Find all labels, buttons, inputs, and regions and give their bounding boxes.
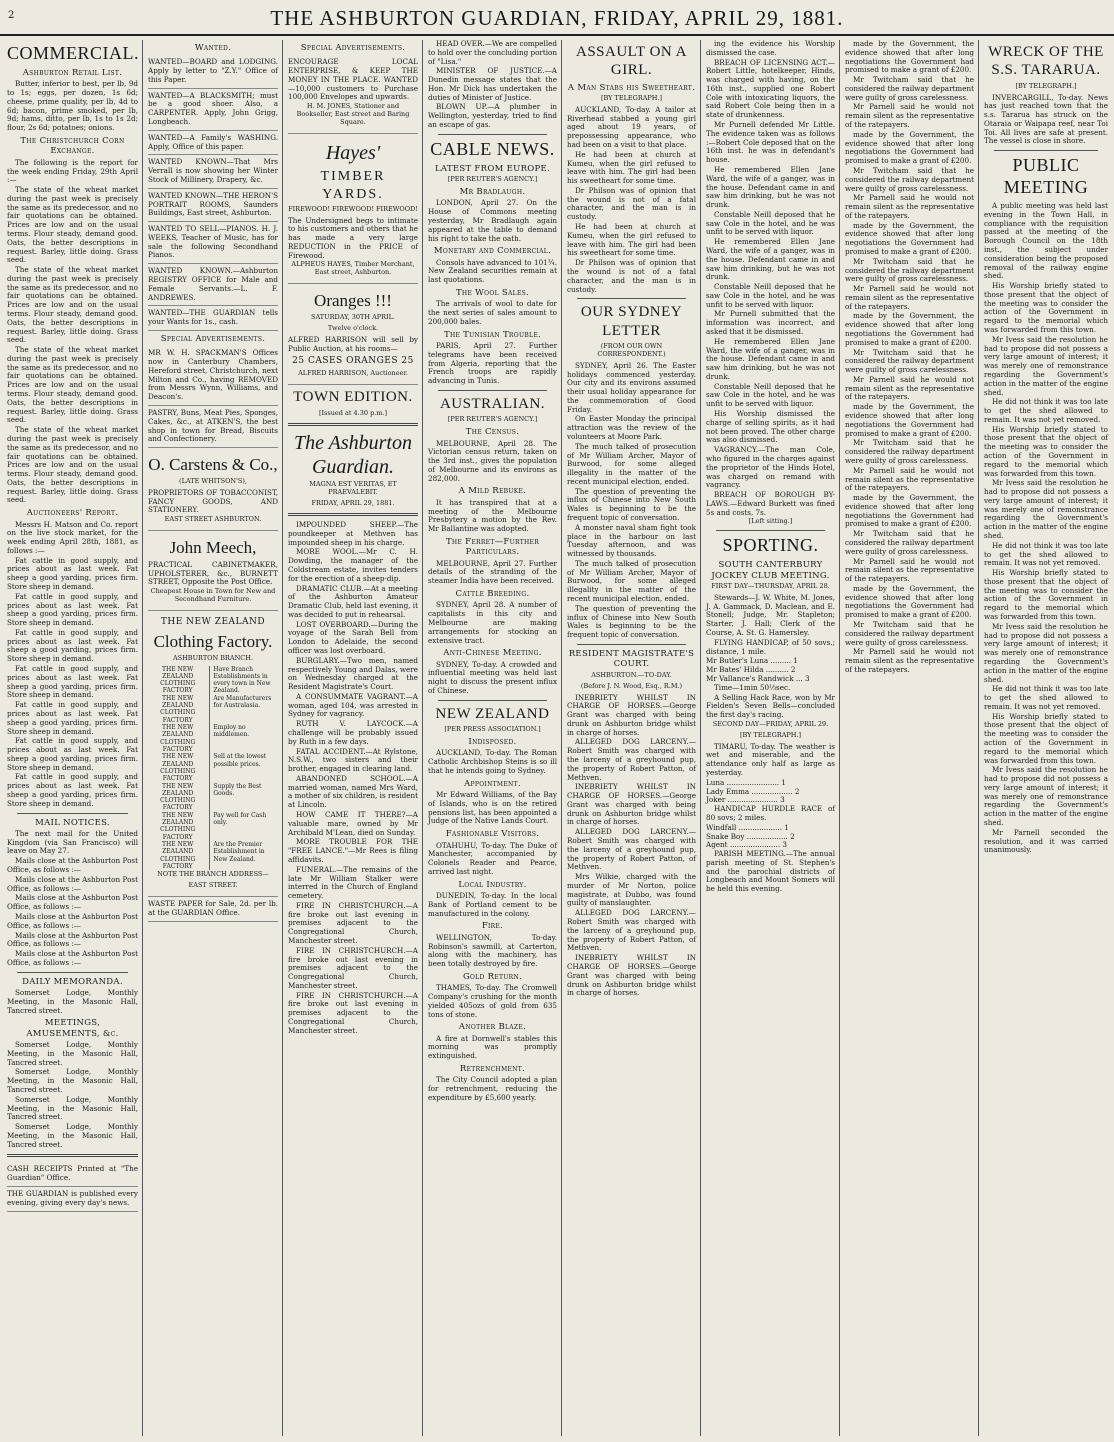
article-paragraph: Mr Parnell said he would not remain silent as the representative of the ratepayers. [845,465,974,493]
article-paragraph: Mr Twitcham said that he considered the railway department were guilty of gross carelessness. [845,620,974,647]
credit: [BY TELEGRAPH.] [1015,81,1077,90]
credit: [BY TELEGRAPH.] [739,730,802,739]
page-number: 2 [8,10,15,21]
column-court-sporting [703,40,838,1436]
article-paragraph: Mails close at the Ashburton Post Office, as follows :— [7,893,138,912]
article-paragraph: Mr Ivess said the resolution he had to propose did not possess a very large amount of interest; it was merely one of remonstrance regarding the Government's action in the matter of the engine shed. [984,478,1108,541]
advertisement-hayes: Hayes' TIMBER YARDS. FIREWOOD! FIREWOOD! FIREWOOD! The Undersigned begs to intimate to his customers and others that he has made a very large REDUCTION in the PRICE of Firewood. ALPHEUS HAYES, Timber Merchant, East street, Ashburton. [288,134,418,284]
article-paragraph: HOW CAME IT THERE?—A valuable mare, owned by Mr Archibald M'Lean, died on Sunday. [288,810,418,837]
article-paragraph: The arrivals of wool to date for the next series of sales amount to 200,000 bales. [428,299,557,326]
article-paragraph: His Worship dismissed the charge of selling spirits, as it had not been proved. The other charge was also dismissed. [706,409,835,445]
advertisement: CASH RECEIPTS Printed at "The Guardian" Office. [7,1162,138,1187]
article-paragraph: Fat cattle in good supply, and prices about as last week. Fat sheep a good yarding, prices firm. Store sheep in demand. [7,555,138,592]
divider [438,390,547,391]
race-result: Luna ....................... 1 [706,777,787,787]
article-paragraph: A Selling Hack Race, won by Mr Fielden's Seven Bells—concluded the first day's racing. [706,692,835,720]
issue-time: [Issued at 4.30 p.m.] [318,408,388,417]
section-heading: CABLE NEWS. [430,138,555,159]
subheading: Anti-Chinese Meeting. [443,648,542,659]
article-paragraph: Mr Edward Williams, of the Bay of Islands, who is on the retired pensions list, has been appointed a Judge of the Native Lands Court. [428,790,557,826]
article-paragraph: ABANDONED SCHOOL.—A married woman, named Mrs Ward, a mother of six children, is resident at Lincoln. [288,773,418,810]
race-result: Mr Bates' Hilda .......... 2 [706,665,796,675]
advertisement: ENCOURAGE LOCAL ENTERPRISE, & KEEP THE MONEY IN THE PLACE. WANTED—10,000 customers to Purchase 100,000 Envelopes and upwards. H. M. JONES, Stationer and Bookseller, East street and Baring Square. [288,55,418,134]
article-paragraph: Dr Philson was of opinion that the wound is not of a fatal character, and the man is in custody. [567,185,696,222]
advertisement-meech: John Meech, PRACTICAL CABINETMAKER, UPHOLSTERER, &c., BURNETT STREET, Opposite the Post Office. Cheapest House in Town for New and Secondhand Furniture. [148,531,278,611]
subheading: The Ferret—Further Particulars. [445,536,540,558]
newspaper-nameplate: The Ashburton Guardian. [294,431,412,478]
article-paragraph: Fat cattle in good supply, and prices about as last week. Fat sheep a good yarding, prices firm. Store sheep in demand. [7,591,138,628]
article-paragraph: AUCKLAND, To-day. A tailor at Riverhead stabbed a young girl aged about 19 years, of prepossessing appearance, who had been on a visit to that place. [567,104,696,149]
article-paragraph: A fire at Dornwell's stables this morning was promptly extinguished. [428,1033,557,1061]
article-paragraph: INVERCARGILL, To-day. News has just reached town that the s.s. Tararua has struck on the Otaraia or Waipapa reef, near Toi Toi. All lives are safe at present. The vessel is close in shore. [984,92,1108,146]
subheading: The Tunisian Trouble. [443,329,542,340]
article-paragraph: PARISH MEETING.—The annual parish meeting of St. Stephen's and the parochial districts of Longbeach and Mount Somers will be held this evening. [706,849,835,894]
advertisement-clothing-factory: THE NEW ZEALAND Clothing Factory. ASHBURTON BRANCH. THE NEW ZEALAND CLOTHING FACTORY Have Branch Establishments in every town in New Zealand. THE NEW ZEALAND CLOTHING FACTORY Are Manufacturers for Australasia. THE NEW ZEALAND CLOTHING FACTORY Employ no middlemen. THE NEW ZEALAND CLOTHING FACTORY Sell at the lowest possible prices. THE NEW ZEALAND CLOTHING FACTORY Supply the Best Goods. THE NEW ZEALAND CLOTHING FACTORY Pay well for Cash only. THE NEW ZEALAND CLOTHING FACTORY Are the Premier Establishment in New Zealand. NOTE THE BRANCH ADDRESS— EAST STREET. [148,611,278,897]
subheading: RESIDENT MAGISTRATE'S COURT. [568,648,695,670]
note: [Left sitting.] [748,517,793,526]
subheading: Gold Return. [462,971,523,982]
credit: [PER PRESS ASSOCIATION.] [444,725,541,734]
article-paragraph: Somerset Lodge, Monthly Meeting, in the Masonic Hall, Tancred street. [7,1040,138,1067]
article-paragraph: MINISTER OF JUSTICE.—A Dunedin message states that the Hon. Mr Dick has undertaken the duties of Minister of Justice. [428,66,557,102]
article-paragraph: He did not think it was too late to get the shed allowed to remain. It was not yet removed. [984,397,1108,424]
article-paragraph: ALLEGED DOG LARCENY.—Robert Smith was charged with the larceny of a greyhound pup, the property of Robert Patton, of Methven. [567,908,696,953]
column-rule [839,40,840,1436]
advertisement-oranges: Oranges !!! SATURDAY, 30TH APRIL. Twelve o'clock. ALFRED HARRISON will sell by Public Auction, at his rooms— 25 CASES ORANGES 25 ALFRED HARRISON, Auctioneer. [288,284,418,385]
article-paragraph: Mr Parnell said he would not remain silent as the representative of the ratepayers. [845,647,974,674]
article-paragraph: DRAMATIC CLUB.—At a meeting of the Ashburton Amateur Dramatic Club, held last evening, it was decided to put in rehearsal. [288,583,418,619]
article-paragraph: HEAD OVER.—We are compelled to hold over the concluding portion of "Lisa." [428,40,557,66]
divider [288,513,418,516]
column-commercial [4,40,141,1436]
article-paragraph: Mr Parnell said he would not remain silent as the representative of the ratepayers. [845,102,974,130]
article-paragraph: Mr Purnell defended Mr Little. The evidence taken was as follows :—Robert Cole deposed that on the 16th inst. he was in defendant's house. [706,120,835,165]
article-paragraph: Mr Twitcham said that he considered the railway department were guilty of gross carelessness. [845,256,974,284]
article-paragraph: Mr Purnell submitted that the information was incorrect, and asked that it be dismissed. [706,309,835,336]
article-paragraph: The next mail for the United Kingdom (via San Francisco) will leave on May 27. [7,828,138,856]
column-rule [282,40,283,1436]
article-paragraph: INEBRIETY WHILST IN CHARGE OF HORSES.—George Grant was charged with being drunk on Ashburton bridge whilst in charge of horses. [567,692,696,737]
newspaper-title: THE ASHBURTON GUARDIAN, FRIDAY, APRIL 29, 1881. [270,6,844,30]
article-paragraph: FUNERAL.—The remains of the late Mr William Stalker were interred in the Church of England cemetery. [288,864,418,901]
article-paragraph: BREACH OF BOROUGH BY-LAWS.—Edward Burkett was fined 5s and costs, 7s. [706,490,835,517]
article-paragraph: A public meeting was held last evening in the Town Hall, in compliance with the requisition passed at the meeting of the Borough Council on the 18th inst., the subject under consideration being the proposed removal of the railway engine shed. [984,201,1108,281]
article-paragraph: Mails close at the Ashburton Post Office, as follows :— [7,949,138,967]
credit: [PER REUTER'S AGENCY.] [447,175,538,184]
article-paragraph: made by the Government, the evidence showed that after long negotiations the Government had promised to make a grant of £200. [845,129,974,166]
article-paragraph: made by the Government, the evidence showed that after long negotiations the Government had promised to make a grant of £200. [845,583,974,620]
subheading: Ashburton Retail List. [22,67,123,78]
article-paragraph: Constable Neill deposed that he saw Cole in the hotel, and he was unfit to be served with liquor. [706,381,835,409]
article-paragraph: The state of the wheat market during the past week is precisely the same as its predecessor, and no fair quotations can be obtained. Prices are low and on the usual terms. Flour steady, demand good. Oats, the better descriptions in request. Barley, little doing. Grass seed. [7,265,138,345]
article-paragraph: FIRE IN CHRISTCHURCH.—A fire broke out last evening in premises adjacent to the Congregational Church, Manchester street. [288,945,418,990]
divider [288,423,418,426]
advertisement: WANTED—THE GUARDIAN tells your Wants for 1s., cash. [148,306,278,331]
race-result: Joker ...................... 3 [706,795,785,805]
article-paragraph: He had been at church at Kumeu, when the girl refused to leave with him. The girl had been his sweetheart for some time. [567,149,696,186]
article-paragraph: VAGRANCY.—The man Cole, who figured in the charges against the proprietor of the Hinds Hotel, was charged on remand with vagrancy. [706,445,835,490]
article-paragraph: Dr Philson was of opinion that the wound is not of a fatal character, and the man is in custody. [567,258,696,294]
article-paragraph: FLYING HANDICAP, of 50 sovs.; distance, 1 mile. [706,637,835,656]
subheading: The Census. [465,427,520,438]
advertisement: MR W. H. SPACKMAN'S Offices now in Canterbury Chambers, Hereford street, Christchurch, next Milton and Co., having REMOVED from Messrs Wynn, Williams, and Deacon's. [148,346,278,406]
article-paragraph: Fat cattle in good supply, and prices about as last week. Fat sheep a good yarding, prices firm. Store sheep in demand. [7,736,138,772]
subheading: A Man Stabs his Sweetheart. [567,82,696,93]
article-paragraph: INEBRIETY WHILST IN CHARGE OF HORSES.—George Grant was charged with being drunk on Ashburton bridge whilst in charge of horses. [567,782,696,827]
article-paragraph: LOST OVERBOARD.—During the voyage of the Sarah Bell from London to Adelaide, the second officer was lost overboard. [288,619,418,655]
article-paragraph: SYDNEY, April 28. A number of capitalists in this city and Melbourne are making arrangements for stocking an extensive tract. [428,600,557,645]
advertisement-carstens: O. Carstens & Co., (LATE WHITSON'S), PROPRIETORS OF TOBACCONIST, FANCY GOODS, AND STATIONERY. EAST STREET ASHBURTON. [148,448,278,531]
article-paragraph: Mr Parnell said he would not remain silent as the representative of the ratepayers. [845,193,974,220]
race-result: Agent ...................... 3 [706,840,787,850]
article-paragraph: Mails close at the Ashburton Post Office, as follows :— [7,856,138,875]
article-paragraph: He remembered Ellen Jane Ward, the wife of a ganger, was in the house. Defendant came in and saw him drinking, but he was not drunk. [706,164,835,210]
advertisement: WANTED—BOARD and LODGING. Apply by letter to "Z.Y." Office of this Paper. [148,55,278,88]
article-paragraph: Time—1min 50⅓sec. [714,682,791,692]
article-paragraph: Constable Neill deposed that he saw Cole in the hotel, and he was unfit to be served with liquor. [706,282,835,309]
article-paragraph: HANDICAP HURDLE RACE of 80 sovs; 2 miles. [706,804,835,822]
subheading: DAILY MEMORANDA. [22,976,123,987]
article-paragraph: Mr Ivess said the resolution he had to propose did not possess a very large amount of interest; it was merely one of remonstrance regarding the Government's action in the matter of the engine shed. [984,334,1108,397]
dateline: FIRST DAY—THURSDAY, APRIL 28. [711,582,830,590]
credit: (FROM OUR OWN CORRESPONDENT.) [597,341,666,358]
advertisement: WASTE PAPER for Sale, 2d. per lb. at the GUARDIAN Office. [148,897,278,922]
article-paragraph: Mr Twitcham said that he considered the railway department were guilty of gross carelessness. [845,165,974,193]
article-paragraph: A monster naval sham fight took place in the harbour on last Tuesday afternoon, and was witnessed by thousands. [567,522,696,559]
credit: [BY TELEGRAPH.] [600,93,663,102]
advertisement: WANTED KNOWN—That Mrs Verrall is now showing her Winter Stock of Millinery, Drapery, &c. [148,155,278,188]
article-paragraph: ALLEGED DOG LARCENY.—Robert Smith was charged with the larceny of a greyhound pup, the property of Robert Patton, of Methven. [567,737,696,782]
article-paragraph: Mails close at the Ashburton Post Office, as follows :— [7,930,138,949]
article-paragraph: OTAHUHU, To-day. The Duke of Manchester, accompanied by Colonels Reader and Pearce, arrived last night. [428,840,557,876]
article-paragraph: SYDNEY, To-day. A crowded and influential meeting was held last night to discuss the present influx of Chinese. [428,659,557,695]
article-paragraph: Mr Parnell seconded the resolution, and it was carried unanimously. [984,827,1108,855]
article-paragraph: He remembered Ellen Jane Ward, the wife of a ganger, was in the house. Defendant came in and saw him drinking, but he was not drunk. [706,336,835,381]
credit: (Before J. N. Wood, Esq., R.M.) [580,681,683,690]
article-paragraph: The following is the report for the week ending Friday, 29th April :— [7,157,138,185]
advertisement: WANTED TO SELL—PIANOS. H. J. WEEKS, Teacher of Music, has for sale the following Secondhand Pianos. [148,222,278,264]
column-rule [422,40,423,1436]
article-paragraph: The state of the wheat market during the past week is precisely the same as its predecessor, and no fair quotations can be obtained. Prices are low and on the usual terms. Flour steady, demand good. Oats, the better descriptions in request. Barley, little doing. Grass seed. [7,345,138,425]
subheading: LATEST FROM EUROPE. [434,163,551,174]
subheading: SOUTH CANTERBURY JOCKEY CLUB MEETING. [711,560,830,581]
dateline: SECOND DAY—FRIDAY, APRIL 29. [712,719,829,728]
divider [17,813,128,814]
article-paragraph: Stewards—J. W. White, M. Jones, J. A. Gammack, D. Maclean, and E. Stonell; Judge, Mr. Stapleton; Starter, J. Hall; Clerk of the Course, A. St. G. Hamersley. [706,592,835,638]
article-paragraph: PARIS, April 27. Further telegrams have been received from Algeria, reporting that the French troops are rapidly advancing in Tunis. [428,341,557,386]
article-paragraph: BLOWN UP.—A plumber in Wellington, yesterday, tried to find an escape of gas. [428,102,557,130]
article-paragraph: Constable Neill deposed that he saw Cole in the hotel, and he was unfit to be served with liquor. [706,209,835,237]
column-rule [142,40,143,1436]
subheading: Retrenchment. [459,1064,526,1075]
article-paragraph: LONDON, April 27. On the House of Commons meeting yesterday, Mr Bradlaugh again appeared at the table to demand his right to take the oath. [428,198,557,243]
article-paragraph: His Worship briefly stated to those present that the object of the meeting was to consider the action of the Government in regard to the memorial which was forwarded from this town. [984,568,1108,622]
article-paragraph: made by the Government, the evidence showed that after long negotiations the Government had promised to make a grant of £200. [845,311,974,347]
subheading: The Christchurch Corn Exchange. [20,136,125,157]
column-continuation [842,40,977,1436]
article-paragraph: On Easter Monday the principal attraction was the review of the volunteers at Moore Park. [567,414,696,441]
article-paragraph: Consols have advanced to 101¾. New Zealand securities remain at last quotations. [428,257,557,285]
article-paragraph: He did not think it was too late to get the shed allowed to remain. It was not yet removed. [984,684,1108,711]
article-paragraph: made by the Government, the evidence showed that after long negotiations the Government had promised to make a grant of £200. [845,220,974,256]
article-paragraph: Mr Ivess said the resolution he had to propose did not possess a very large amount of interest; it was merely one of remonstrance regarding the Government's action in the matter of the engine shed. [984,621,1108,684]
section-heading: COMMERCIAL. [7,43,140,63]
subheading: Auctioneers' Report. [26,508,119,519]
article-paragraph: His Worship briefly stated to those present that the object of the meeting was to consider the action of the Government in regard to the memorial which was forwarded from this town. [984,711,1108,765]
article-paragraph: Mr Twitcham said that he considered the railway department were guilty of gross carelessness. [845,347,974,375]
subheading: Monetary and Commercial. [433,246,552,257]
column-rule [700,40,701,1436]
article-paragraph: The much talked of prosecution of Mr William Archer, Mayor of Burwood, for some alleged illegality in the matter of the recent municipal election, ended. [567,441,696,486]
article-paragraph: BURGLARY.—Two men, named respectively Young and Dalas, were on Wednesday charged at the Resident Magistrate's Court. [288,655,418,692]
article-paragraph: Somerset Lodge, Monthly Meeting, in the Masonic Hall, Tancred street. [7,987,138,1015]
divider [577,644,686,645]
dateline: ASHBURTON.—TO-DAY. [591,670,672,679]
article-paragraph: Somerset Lodge, Monthly Meeting, in the Masonic Hall, Tancred street. [7,1122,138,1149]
race-result: Mr Vallance's Randwick ... 3 [706,673,810,683]
subheading: Fire. [481,921,504,932]
article-paragraph: TIMARU, To-day. The weather is wet and miserable, and the attendance only half as large as yesterday. [706,741,835,778]
article-paragraph: AUCKLAND, To-day. The Roman Catholic Archbishop Steins is so ill that he intends going to Sydney. [428,748,557,775]
article-paragraph: Mr Ivess said the resolution he had to propose did not possess a very large amount of interest; it was merely one of remonstrance regarding the Government's action in the matter of the engine shed. [984,765,1108,828]
subheading: Special Advertisements. [300,43,406,53]
article-paragraph: MELBOURNE, April 28. The Victorian census return, taken on the 3rd inst., gives the population of Melbourne and its environs as 282,000. [428,438,557,483]
article-paragraph: ing the evidence his Worship dismissed the case. [706,40,835,57]
section-heading: OUR SYDNEY LETTER [580,304,683,339]
subheading: The Wool Sales. [455,288,530,299]
divider [7,1154,138,1157]
article-paragraph: Messrs H. Matson and Co. report on the live stock market, for the week ending April 28th, 1881, as follows :— [7,519,138,555]
article-paragraph: WELLINGTON, To-day. Robinson's sawmill, at Carterton, along with the machinery, has been totally destroyed by fire. [428,932,557,969]
article-paragraph: Fat cattle in good supply, and prices about as last week. Fat sheep a good yarding, prices firm. Store sheep in demand. [7,772,138,808]
article-paragraph: MELBOURNE, April 27. Further details of the stranding of the steamer India have been received. [428,558,557,586]
column-wreck-meeting [981,40,1111,1436]
article-paragraph: Mr Twitcham said that he considered the railway department were guilty of gross carelessness. [845,529,974,556]
article-paragraph: SYDNEY, April 26. The Easter holidays commenced yesterday. Our city and its environs assumed their usual holiday appearance for the commemoration of Good Friday. [567,360,696,414]
race-result: Mr Butler's Luna ......... 1 [706,656,798,666]
subheading: Fashionable Visitors. [445,829,540,840]
article-paragraph: It has transpired that at a meeting of the Melbourne Presbytery a motion by the Rev. Mr Ballantine was adopted. [428,497,557,534]
subheading: Mr Bradlaugh. [459,187,526,198]
article-paragraph: Butter, inferior to best, per lb, 9d to 1s; eggs, per dozen, 1s 6d; cheese, prime quality, per lb, 4d to 6d; bacon, prime smoked, per lb, 9d; hams, ditto, per lb, 1s to 1s 2d; flour, 2s 6d; potatoes; onions. [7,79,138,133]
article-paragraph: Mr Twitcham said that he considered the railway department were guilty of gross carelessness. [845,75,974,102]
motto: MAGNA EST VERITAS, ET PRAEVALEBIT. [309,480,397,497]
advertisement: WANTED—A BLACKSMITH; must be a good shoer. Also, a CARPENTER. Apply, John Grigg, Longbeach. [148,89,278,131]
article-paragraph: made by the Government, the evidence showed that after long negotiations the Government had promised to make a grant of £200. [845,493,974,529]
column-rule [978,40,979,1436]
article-paragraph: DUNEDIN, To-day. In the local Bank of Portland cement to be manufactured in the colony. [428,891,557,918]
section-heading: ASSAULT ON A GIRL. [575,44,688,79]
article-paragraph: Somerset Lodge, Monthly Meeting, in the Masonic Hall, Tancred street. [7,1067,138,1094]
subheading: MAIL NOTICES. [35,817,110,828]
divider [17,972,128,973]
article-paragraph: Fat cattle in good supply, and prices about as last week. Fat sheep a good yarding, prices firm. Store sheep in demand. [7,700,138,736]
advertisement: WANTED KNOWN—THE HERON'S PORTRAIT ROOMS, Saunders Buildings, East street, Ashburton. [148,189,278,222]
section-heading: NEW ZEALAND [435,705,550,722]
article-paragraph: RUTH V. LAYCOCK.—A challenge will be probably issued by Ruth in a few days. [288,719,418,746]
article-paragraph: THAMES, To-day. The Cromwell Company's crushing for the month yielded 405ozs of gold from 635 tons of stone. [428,983,557,1019]
section-heading: PUBLIC MEETING [1003,155,1089,198]
article-paragraph: Fat cattle in good supply, and prices about as last week. Fat sheep a good yarding, prices firm. Store sheep in demand. [7,627,138,664]
article-paragraph: He remembered Ellen Jane Ward, the wife of a ganger, was in the house. Defendant came in and saw him drinking, but he was not drunk. [706,237,835,282]
advertisement: PASTRY, Buns, Meat Pies, Sponges, Cakes, &c., at ATKEN'S, the best shop in town for Bread, Biscuits and Confectionery. [148,406,278,448]
article-paragraph: He did not think it was too late to get the shed allowed to remain. It was not yet removed. [984,540,1108,568]
article-paragraph: The question of preventing the influx of Chinese into New South Wales is beginning to be the frequent topic of conversation. [567,486,696,522]
article-paragraph: Somerset Lodge, Monthly Meeting, in the Masonic Hall, Tancred street. [7,1094,138,1122]
article-paragraph: Fat cattle in good supply, and prices about as last week. Fat sheep a good yarding, prices firm. Store sheep in demand. [7,664,138,700]
column-advertisements [145,40,281,1436]
column-assault-sydney [564,40,699,1436]
article-paragraph: made by the Government, the evidence showed that after long negotiations the Government had promised to make a grant of £200. [845,402,974,438]
credit: [PER REUTER'S AGENCY.] [447,415,538,424]
article-paragraph: BREACH OF LICENSING ACT.—Robert Little, hotelkeeper, Hinds, was charged with having, on the 16th inst., supplied one Robert Cole with intoxicating liquors, the said Robert Cole being then in a state of drunkenness. [706,57,835,120]
edition-heading: TOWN EDITION. [293,389,413,406]
divider [994,150,1098,151]
subheading: Special Advertisements. [160,333,266,344]
subheading: A Mild Rebuke. [458,486,527,497]
subheading: Appointment. [464,778,521,789]
advertisement: THE GUARDIAN is published every evening, giving every day's news. [7,1187,138,1212]
article-paragraph: FIRE IN CHRISTCHURCH.—A fire broke out last evening in premises adjacent to the Congregational Church, Manchester street. [288,990,418,1035]
divider [716,530,825,531]
subheading: Wanted. [194,43,232,53]
race-result: Lady Emma .................. 2 [706,786,800,796]
subheading: Indisposed. [468,736,517,747]
column-local-news [285,40,421,1436]
race-result: Snake Boy .................. 2 [706,831,795,841]
section-heading: AUSTRALIAN. [439,395,546,412]
section-heading: WRECK OF THE S.S. TARARUA. [988,44,1104,79]
article-paragraph: made by the Government, the evidence showed that after long negotiations the Government had promised to make a grant of £200. [845,40,974,75]
article-paragraph: A CONSUMMATE VAGRANT.—A woman, aged 104, was arrested in Sydney for vagrancy. [288,691,418,719]
advertisement: WANTED KNOWN.—Ashburton REGISTRY OFFICE for Male and Female Servants.—L. F. ANDREWES. [148,264,278,306]
article-paragraph: FATAL ACCIDENT.—At Rylstone, N.S.W., two sisters and their brother, engaged in clearing land. [288,746,418,774]
article-paragraph: The state of the wheat market during the past week is precisely the same as its predecessor, and no fair quotations can be obtained. Prices are low and on the usual terms. Flour steady, demand good. Oats, the better descriptions in request. Barley, little doing. Grass seed. [7,185,138,265]
column-rule [561,40,562,1436]
article-paragraph: Mr Parnell said he would not remain silent as the representative of the ratepayers. [845,284,974,311]
article-paragraph: Mails close at the Ashburton Post Office, as follows :— [7,874,138,893]
divider [438,700,547,701]
article-paragraph: His Worship briefly stated to those present that the object of the meeting was to consider the action of the Government in regard to the memorial which was forwarded from this town. [984,424,1108,478]
article-paragraph: FIRE IN CHRISTCHURCH.—A fire broke out last evening in premises adjacent to the Congregational Church, Manchester street. [288,900,418,945]
article-paragraph: MORE WOOL.—Mr C. H. Dowding, the manager of the Coldstream estate, invites tenders for the erection of a sheep-dip. [288,547,418,583]
article-paragraph: Mr Twitcham said that he considered the railway department were guilty of gross carelessness. [845,438,974,465]
subheading: Another Blaze. [458,1022,527,1033]
article-paragraph: The question of preventing the influx of Chinese into New South Wales is beginning to be the frequent topic of conversation. [567,603,696,640]
subheading: Cattle Breeding. [455,589,530,600]
article-paragraph: Mr Parnell said he would not remain silent as the representative of the ratepayers. [845,374,974,402]
article-paragraph: The state of the wheat market during the past week is precisely the same as its predecessor, and no fair quotations can be obtained. Prices are low and on the usual terms. Flour steady, demand good. Oats, the better descriptions in request. Barley, little doing. Grass seed. [7,425,138,505]
advertisement: WANTED—A Family's WASHING. Apply, Office of this paper. [148,131,278,156]
section-heading: SPORTING. [722,535,819,556]
article-paragraph: IMPOUNDED SHEEP.—The poundkeeper at Methven has impounded sheep in his charge. [288,520,418,547]
article-paragraph: He had been at church at Kumeu, when the girl refused to leave with him. The girl had been his sweetheart for some time. [567,222,696,258]
subheading: MEETINGS, AMUSEMENTS, &c. [26,1018,119,1039]
article-paragraph: ALLEGED DOG LARCENY.—Robert Smith was charged with the larceny of a greyhound pup, the property of Robert Patton, of Methven. [567,827,696,872]
issue-date: FRIDAY, APRIL 29, 1881. [311,499,395,508]
column-cable-news [425,40,560,1436]
divider [438,134,547,135]
subheading: Local Industry. [458,879,527,890]
article-paragraph: The much talked of prosecution of Mr William Archer, Mayor of Burwood, for some alleged illegality in the matter of the recent municipal election, ended. [567,558,696,604]
article-paragraph: Mrs Wilkie, charged with the murder of Mr Norton, police magistrate, at Dubbo, was found guilty of manslaughter. [567,872,696,908]
article-paragraph: The City Council adopted a plan for retrenchment, reducing the expenditure by £5,600 yearly. [428,1075,557,1102]
divider [577,298,686,299]
article-paragraph: INEBRIETY WHILST IN CHARGE OF HORSES.—George Grant was charged with being drunk on Ashburton bridge whilst in charge of horses. [567,953,696,998]
article-paragraph: MORE TROUBLE FOR THE "FREE LANCE."—Mr Rees is filing affidavits. [288,837,418,864]
masthead [0,0,1114,36]
article-paragraph: Mails close at the Ashburton Post Office, as follows :— [7,911,138,930]
race-result: Windfall ................... 1 [706,822,789,832]
article-paragraph: His Worship briefly stated to those present that the object of the meeting was to consider the action of the Government in regard to the memorial which was forwarded from this town. [984,281,1108,335]
article-paragraph: Mr Parnell said he would not remain silent as the representative of the ratepayers. [845,556,974,584]
